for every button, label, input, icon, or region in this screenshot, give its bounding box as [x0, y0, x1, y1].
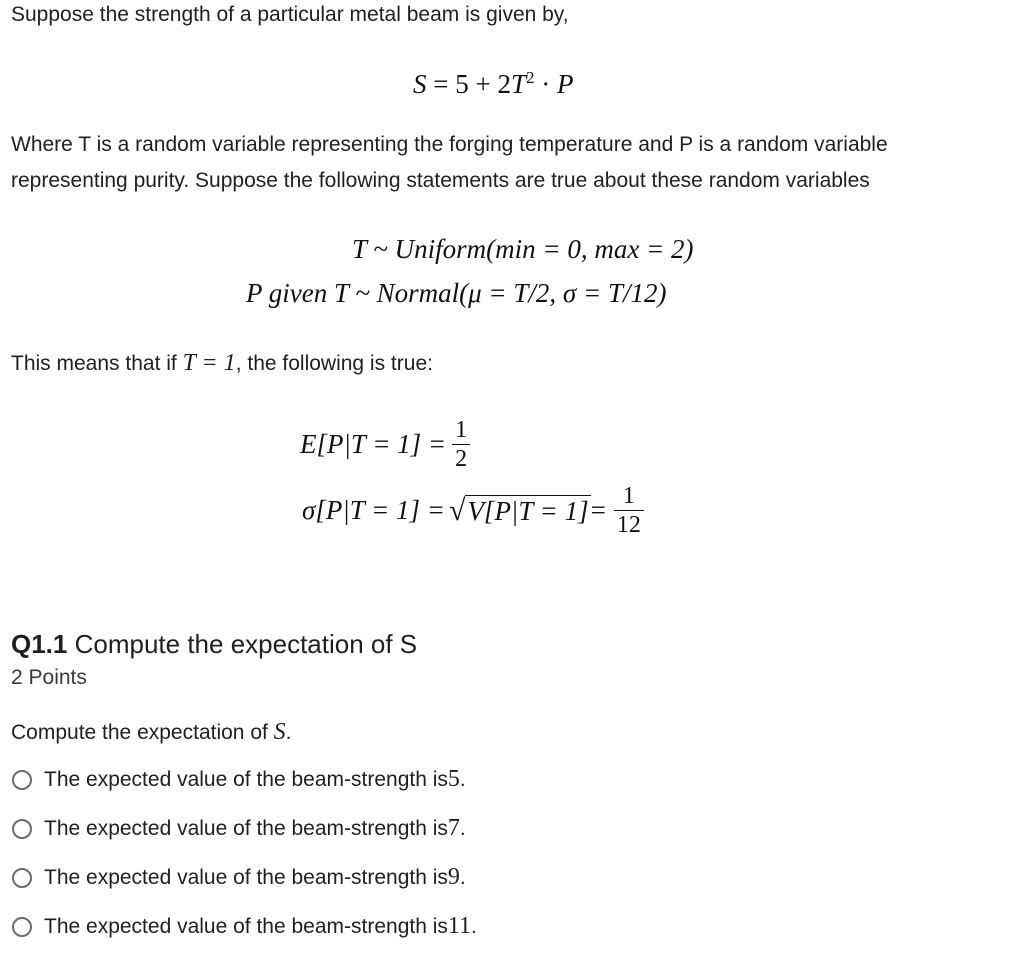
question-title: Q1.1 Compute the expectation of S — [11, 629, 418, 659]
option-value: 7 — [447, 815, 460, 841]
option-value: 5 — [447, 766, 460, 792]
distribution-T: T ~ Uniform(min = 0, max = 2) — [352, 234, 694, 264]
radio-button-icon[interactable] — [12, 917, 32, 937]
sigma-equation: σ[P|T = 1] = √ V[P|T = 1] = $\frac{1}{12}$ — [302, 482, 646, 539]
answer-option-4[interactable]: The expected value of the beam-strength is 11 . — [12, 913, 477, 940]
description-line-2: representing purity. Suppose the following statements are true about these random variables — [11, 169, 870, 192]
intro-text: Suppose the strength of a particular metal beam is given by, — [11, 3, 569, 26]
option-label: The expected value of the beam-strength is — [44, 865, 448, 889]
expectation-equation: E[P|T = 1] = $\frac{1}{2}$ — [300, 416, 472, 473]
option-value: 9 — [447, 864, 460, 890]
radio-button-icon[interactable] — [12, 868, 32, 888]
option-label: The expected value of the beam-strength is — [44, 914, 448, 938]
distribution-P: P given T ~ Normal(μ = T/2, σ = T/12) — [246, 278, 667, 308]
option-label: The expected value of the beam-strength is — [44, 767, 448, 791]
answer-option-2[interactable]: The expected value of the beam-strength is 7 . — [12, 815, 466, 842]
description-line-1: Where T is a random variable representing the forging temperature and P is a random variable — [11, 133, 888, 156]
implication-text: This means that if T = 1, the following is true: — [11, 350, 433, 376]
option-value: 11 — [447, 913, 472, 939]
answer-option-1[interactable]: The expected value of the beam-strength is 5 . — [12, 766, 466, 793]
option-label: The expected value of the beam-strength is — [44, 816, 448, 840]
radio-button-icon[interactable] — [12, 770, 32, 790]
radio-button-icon[interactable] — [12, 819, 32, 839]
strength-equation: $S = 5 + 2T^2 \cdot P$ — [413, 68, 574, 99]
question-prompt: Compute the expectation of S. — [11, 719, 292, 745]
question-points: 2 Points — [11, 666, 87, 689]
answer-option-3[interactable]: The expected value of the beam-strength is 9 . — [12, 864, 466, 891]
